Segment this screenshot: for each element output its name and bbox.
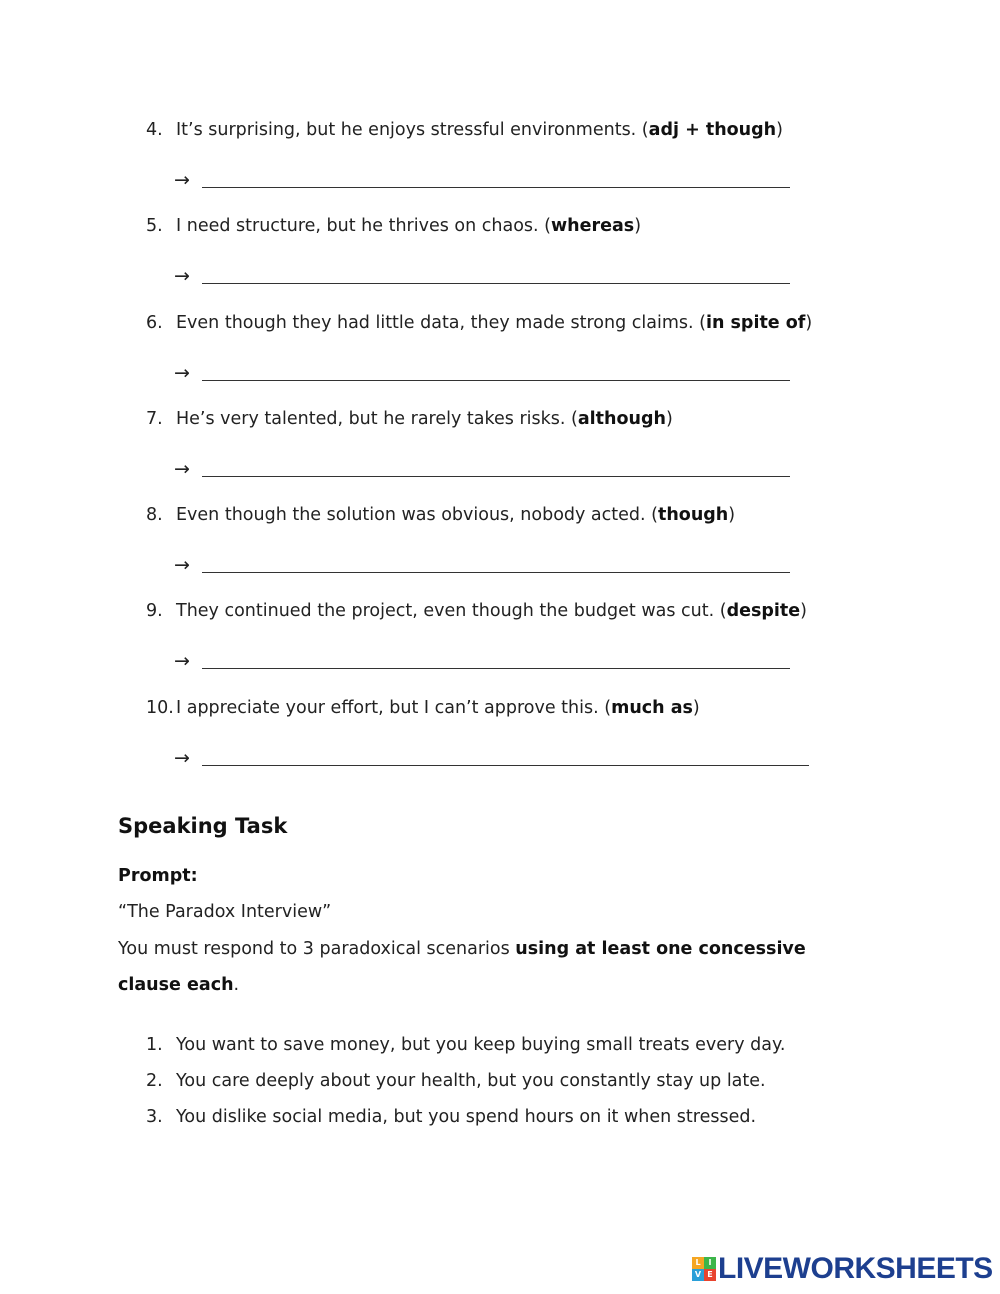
list-item	[146, 1067, 906, 1103]
exercise-item	[146, 597, 906, 693]
item-number: 6.	[146, 312, 163, 333]
item-sentence: It’s surprising, but he enjoys stressful environments. (adj + though)	[176, 120, 783, 140]
answer-line	[202, 668, 790, 669]
item-keyword: whereas	[551, 216, 635, 237]
answer-row	[174, 551, 874, 579]
arrow-icon: →	[174, 361, 190, 384]
answer-field[interactable]	[202, 551, 790, 572]
exercise-item	[146, 116, 906, 212]
scenario-text: You care deeply about your health, but you constantly stay up late.	[176, 1071, 766, 1091]
exercise-item	[146, 309, 906, 405]
item-keyword: despite	[726, 601, 801, 622]
arrow-icon: →	[174, 746, 190, 769]
item-keyword: in spite of	[705, 312, 806, 333]
scenario-text: You dislike social media, but you spend hours on it when stressed.	[176, 1107, 757, 1127]
answer-row	[174, 166, 874, 194]
item-number: 8.	[146, 505, 163, 526]
scenario-text: You want to save money, but you keep buying small treats every day.	[176, 1035, 786, 1055]
arrow-icon: →	[174, 169, 190, 191]
liveworksheets-logo	[692, 1253, 993, 1285]
item-keyword: much as	[611, 697, 693, 718]
item-keyword: adj + though	[648, 120, 777, 140]
item-keyword: though	[657, 505, 729, 526]
rewrite-exercise	[146, 116, 906, 790]
logo-mark-icon: L I V E	[692, 1257, 716, 1281]
answer-row	[174, 744, 874, 772]
exercise-item	[146, 501, 906, 597]
answer-field[interactable]	[202, 647, 790, 668]
prompt-label: Prompt:	[118, 866, 198, 886]
answer-row	[174, 262, 874, 290]
item-sentence: I need structure, but he thrives on chaos. (whereas)	[176, 216, 642, 237]
item-sentence: Even though the solution was obvious, nobody acted. (though)	[176, 505, 736, 526]
scenario-list	[146, 1031, 906, 1139]
arrow-icon: →	[174, 457, 190, 480]
exercise-item	[146, 405, 906, 501]
answer-line	[202, 765, 809, 766]
section-title: Speaking Task	[118, 814, 288, 838]
answer-field[interactable]	[202, 744, 809, 765]
list-item	[146, 1103, 906, 1139]
answer-line	[202, 476, 790, 477]
answer-field[interactable]	[202, 455, 790, 476]
answer-line	[202, 283, 790, 284]
answer-line	[202, 572, 790, 573]
item-keyword: although	[577, 408, 666, 429]
answer-row	[174, 647, 874, 675]
item-sentence: Even though they had little data, they made strong claims. (in spite of)	[176, 312, 813, 333]
item-number: 10.	[146, 697, 174, 718]
scenario-number: 3.	[146, 1107, 163, 1127]
item-number: 4.	[146, 120, 163, 140]
item-number: 7.	[146, 408, 163, 429]
arrow-icon: →	[174, 265, 190, 288]
exercise-item	[146, 694, 906, 790]
answer-line	[202, 380, 790, 381]
prompt-title: “The Paradox Interview”	[118, 902, 332, 922]
item-number: 5.	[146, 216, 163, 237]
answer-row	[174, 455, 874, 483]
exercise-item	[146, 212, 906, 308]
arrow-icon: →	[174, 554, 190, 577]
answer-field[interactable]	[202, 166, 790, 187]
arrow-icon: →	[174, 650, 190, 673]
item-number: 9.	[146, 601, 163, 622]
answer-field[interactable]	[202, 262, 790, 283]
list-item	[146, 1031, 906, 1067]
item-sentence: He’s very talented, but he rarely takes risks. (although)	[176, 408, 673, 429]
scenario-number: 1.	[146, 1035, 163, 1055]
answer-row	[174, 359, 874, 387]
instruction-emphasis: using at least one concessive clause each	[118, 939, 806, 995]
scenario-number: 2.	[146, 1071, 163, 1091]
prompt-instruction: You must respond to 3 paradoxical scenarios using at least one concessive clause each.	[118, 939, 806, 995]
answer-line	[202, 187, 790, 188]
logo-text: LIVEWORKSHEETS	[718, 1252, 993, 1285]
item-sentence: I appreciate your effort, but I can’t approve this. (much as)	[176, 697, 700, 718]
item-sentence: They continued the project, even though the budget was cut. (despite)	[176, 601, 807, 622]
answer-field[interactable]	[202, 359, 790, 380]
